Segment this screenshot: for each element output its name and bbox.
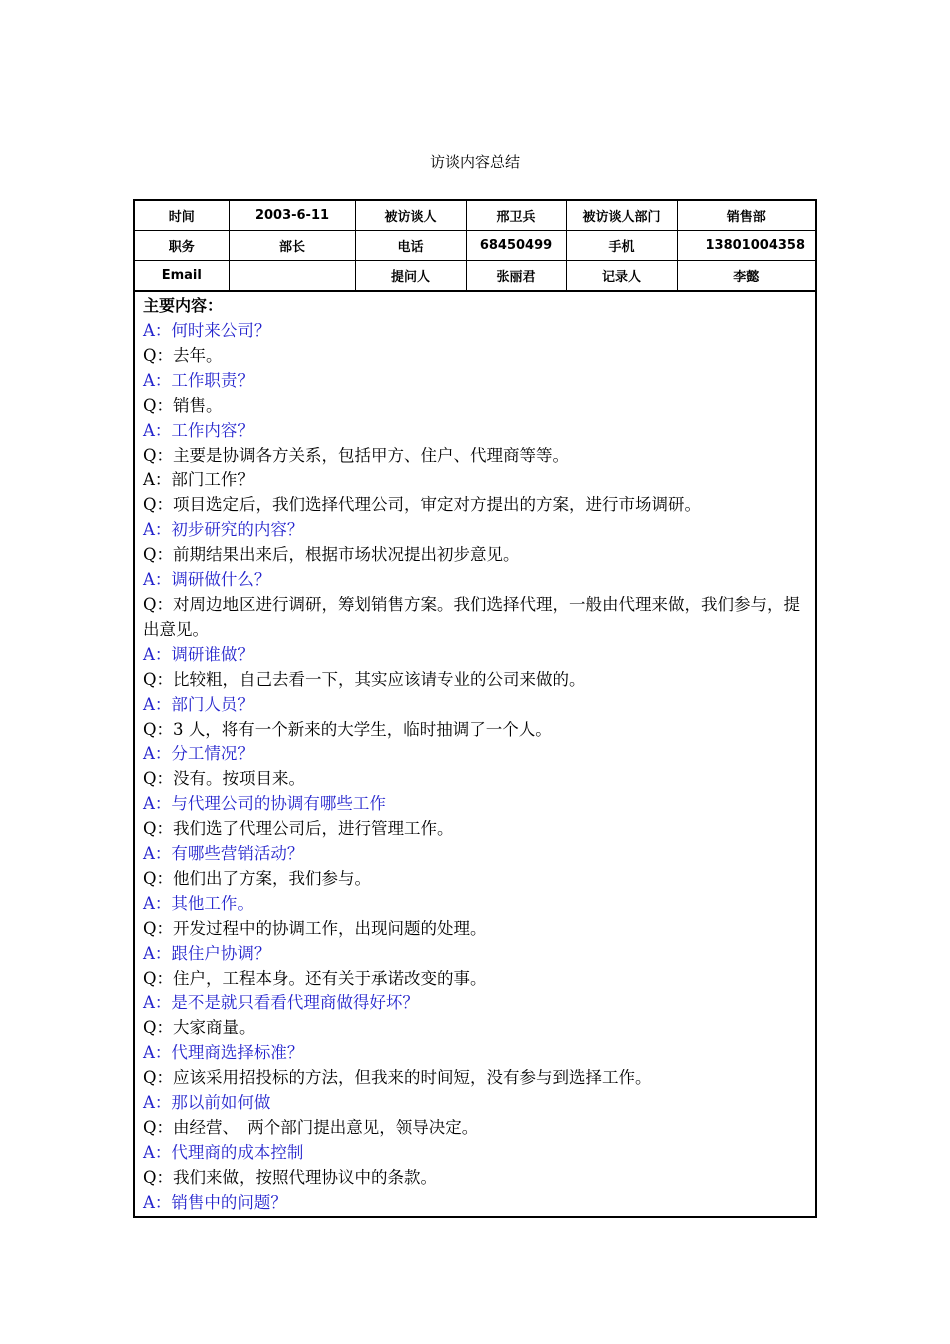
info-label-interviewee: 被访谈人 <box>355 201 466 231</box>
info-value-mobile: 13801004358 <box>677 231 815 261</box>
info-value-email <box>229 261 355 291</box>
question-line: A：跟住户协调？ <box>143 943 271 963</box>
info-row <box>135 201 815 231</box>
question-line: A：代理商的成本控制 <box>143 1142 304 1162</box>
info-value-questioner: 张丽君 <box>466 261 566 291</box>
answer-line: Q：对周边地区进行调研，筹划销售方案。我们选择代理，一般由代理来做，我们参与，提出意见。 <box>143 594 801 639</box>
info-label-time: 时间 <box>135 201 229 231</box>
qa-list <box>143 319 807 1216</box>
question-line: A：其他工作。 <box>143 893 254 913</box>
answer-line: Q：开发过程中的协调工作，出现问题的处理。 <box>143 918 487 938</box>
info-label-mobile: 手机 <box>566 231 677 261</box>
info-row <box>135 261 815 291</box>
answer-line: Q：3 人，将有一个新来的大学生，临时抽调了一个人。 <box>143 719 552 739</box>
answer-line: Q：大家商量。 <box>143 1018 256 1038</box>
question-line: A：销售中的问题？ <box>143 1192 287 1212</box>
info-value-interviewee-dept: 销售部 <box>677 201 815 231</box>
question-line: A：是不是就只看看代理商做得好坏？ <box>143 993 419 1013</box>
question-line: A：分工情况？ <box>143 744 254 764</box>
question-line: A：部门人员？ <box>143 694 254 714</box>
answer-line: Q：由经营、 两个部门提出意见，领导决定。 <box>143 1118 479 1137</box>
answer-line: Q：我们选了代理公司后，进行管理工作。 <box>143 819 454 839</box>
interview-sheet <box>133 199 817 1218</box>
answer-line: Q：没有。按项目来。 <box>143 769 306 789</box>
answer-line: Q：我们来做，按照代理协议中的条款。 <box>143 1167 438 1187</box>
info-label-position: 职务 <box>135 231 229 261</box>
answer-line: Q：去年。 <box>143 345 223 365</box>
main-content <box>135 291 815 1216</box>
info-value-phone: 68450499 <box>466 231 566 261</box>
question-line: A：何时来公司？ <box>143 321 271 340</box>
info-value-interviewee: 邢卫兵 <box>466 201 566 231</box>
info-label-interviewee-dept: 被访谈人部门 <box>566 201 677 231</box>
info-label-recorder: 记录人 <box>566 261 677 291</box>
info-value-recorder: 李懿 <box>677 261 815 291</box>
info-label-phone: 电话 <box>355 231 466 261</box>
info-value-position: 部长 <box>229 231 355 261</box>
question-line: A：调研谁做？ <box>143 644 254 664</box>
document-title: 访谈内容总结 <box>429 153 520 171</box>
answer-line: Q：前期结果出来后，根据市场状况提出初步意见。 <box>143 545 520 565</box>
info-row <box>135 231 815 261</box>
question-line: A：有哪些营销活动？ <box>143 844 304 864</box>
answer-line: Q：住户，工程本身。还有关于承诺改变的事。 <box>143 968 487 988</box>
question-line: A：与代理公司的协调有哪些工作 <box>143 794 386 814</box>
question-line: A：工作职责？ <box>143 370 254 390</box>
interview-info-table <box>135 201 815 291</box>
question-line: A：初步研究的内容？ <box>143 520 304 540</box>
question-line: A：代理商选择标准？ <box>143 1043 304 1063</box>
question-line: A：调研做什么？ <box>143 570 271 590</box>
info-value-time: 2003-6-11 <box>229 201 355 231</box>
answer-line: A：部门工作？ <box>143 470 254 490</box>
main-content-heading: 主要内容： <box>143 296 224 315</box>
answer-line: Q：项目选定后，我们选择代理公司，审定对方提出的方案，进行市场调研。 <box>143 495 702 515</box>
answer-line: Q：他们出了方案，我们参与。 <box>143 868 372 888</box>
answer-line: Q：主要是协调各方关系，包括甲方、住户、代理商等等。 <box>143 445 570 465</box>
info-label-email: Email <box>135 261 229 291</box>
answer-line: Q：比较粗，自己去看一下，其实应该请专业的公司来做的。 <box>143 669 586 689</box>
question-line: A：工作内容？ <box>143 420 254 440</box>
answer-line: Q：应该采用招投标的方法，但我来的时间短，没有参与到选择工作。 <box>143 1068 652 1088</box>
answer-line: Q：销售。 <box>143 395 223 415</box>
info-label-questioner: 提问人 <box>355 261 466 291</box>
question-line: A：那以前如何做 <box>143 1093 271 1113</box>
